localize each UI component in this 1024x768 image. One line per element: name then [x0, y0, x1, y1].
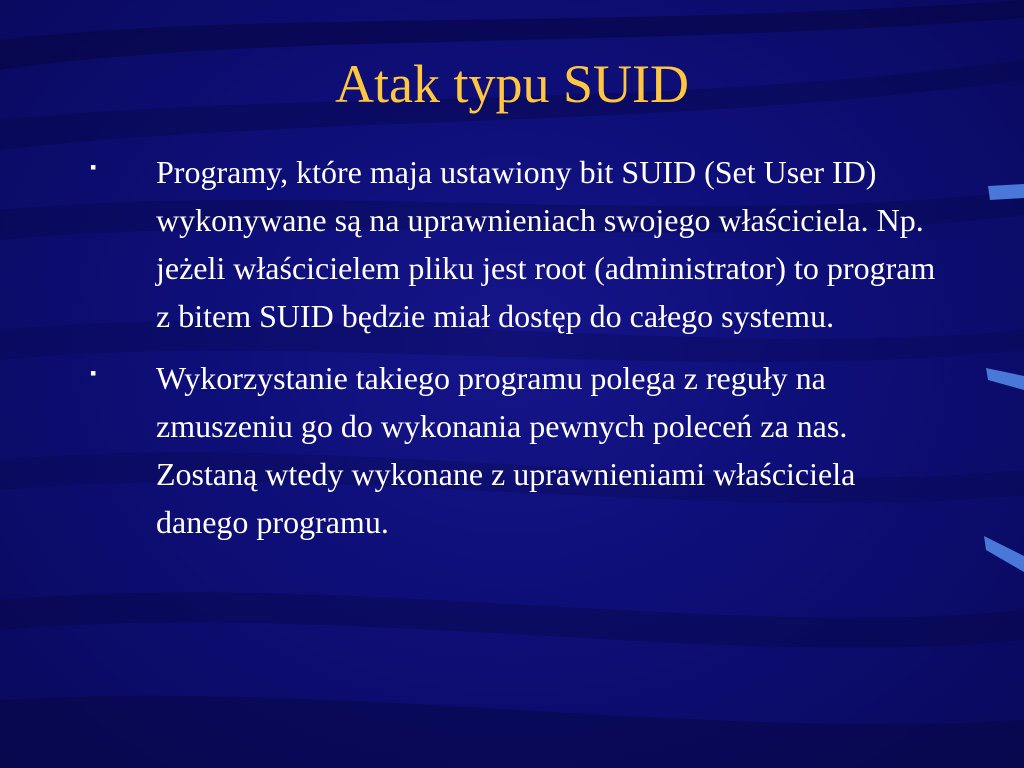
accent-stripe	[986, 368, 1024, 390]
square-bullet-icon: ▪	[90, 157, 97, 177]
accent-stripe	[988, 184, 1024, 200]
bg-dark-swoosh	[0, 696, 1024, 768]
bullet-text: Wykorzystanie takiego programu polega z reguły na zmuszeniu go do wykonania pewnych poleceń za nas. Zostaną wtedy wykonane z uprawnieniami właściciela danego programu.	[156, 360, 856, 540]
bg-dark-swoosh	[0, 592, 1024, 647]
bullet-text: Programy, które maja ustawiony bit SUID (Set User ID) wykonywane są na uprawnieniach swojego właściciela. Np. jeżeli właścicielem pliku jest root (administrator) to program z bitem SUID będzie miał dostęp do całego systemu.	[156, 154, 936, 334]
bullet-list	[88, 148, 948, 560]
bullet-item	[88, 148, 948, 340]
slide-title: Atak typu SUID	[335, 54, 689, 114]
accent-stripe	[984, 536, 1024, 572]
square-bullet-icon: ▪	[90, 363, 97, 383]
bullet-item	[88, 354, 948, 546]
